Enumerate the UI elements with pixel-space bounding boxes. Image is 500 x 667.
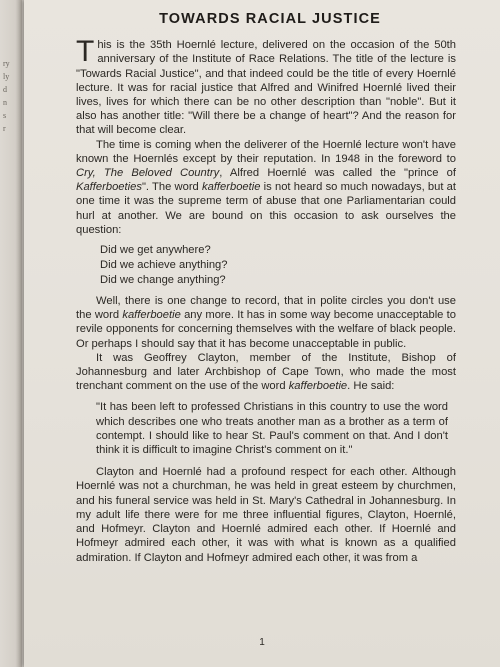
margin-fragment: r	[3, 124, 6, 133]
text-span: . He said:	[347, 380, 395, 393]
margin-fragment: s	[3, 111, 7, 120]
paragraph-intro: This is the 35th Hoernlé lecture, delivered on the occasion of the 50th anniversary of the Institute of Race Relations. The title of the lecture is "Towards Racial Justice", and that indeed could be the title of every Hoernlé lecture. It was for racial justice that Alfred and Winifred Hoernlé lived their lives, lives for which there can be no other description than "noble". But it also has another title: "Will there be a change of heart"? And the reason for that will become clear.	[76, 35, 456, 137]
page-content	[76, 12, 456, 565]
text-span: The time is coming when the deliverer of the Hoernlé lecture won't have known the Hoernlés except by their reputation. In 1948 in the foreword to	[76, 138, 456, 165]
text-span: is not heard so much nowadays, but at one time it was the supreme term of abuse that one Parliamentarian could hurl at another. We are bound on this occasion to ask ourselves the question:	[76, 181, 456, 236]
question-item: Did we achieve anything?	[100, 259, 228, 272]
paragraph-reputation	[76, 138, 456, 237]
margin-fragment: ry	[3, 59, 10, 68]
margin-fragment: ly	[3, 72, 10, 81]
paragraph-change	[76, 294, 456, 351]
book-page	[24, 0, 500, 667]
margin-fragment: d	[3, 85, 7, 94]
page-number: 1	[259, 637, 265, 648]
paragraph-clayton	[76, 351, 456, 394]
text-span: , Alfred Hoernlé was called the "prince of	[219, 167, 456, 180]
text-span: any more. It has in some way become unacceptable to revile opponents for concerning themselves with the welfare of black people. Or perhaps I should say that it has become unacceptable in public.	[76, 309, 456, 350]
text-span: It was Geoffrey Clayton, member of the Institute, Bishop of Johannesburg and later Archbishop of Cape Town, who made the most trenchant comment on the use of the word	[76, 351, 456, 393]
book-title: Cry, The Beloved Country	[76, 167, 220, 180]
italic-term: kafferboetie	[288, 380, 348, 393]
italic-term: kafferboetie	[202, 181, 261, 194]
italic-term: Kafferboeties	[76, 181, 142, 194]
text-span: ". The word	[141, 181, 202, 194]
page-title: TOWARDS RACIAL JUSTICE	[159, 11, 381, 27]
previous-page-edge	[0, 0, 22, 667]
margin-fragment: n	[3, 98, 7, 107]
italic-term: kafferboetie	[122, 309, 181, 322]
block-quote: "It has been left to professed Christians in this country to use the word which describes one who treats another man as a brother as a term of contempt. I should like to hear St. Paul's comment on that. And I don't think it is difficult to imagine Christ's comment on it."	[96, 401, 448, 457]
text-span: Well, there is one change to record, that in polite circles you don't use the word	[76, 295, 456, 322]
paragraph-respect: Clayton and Hoernlé had a profound respect for each other. Although Hoernlé was not a churchman, he was held in great esteem by churchmen, and his funeral service was held in St. Mary's Cathedral in Johannesburg. In my adult life there were for me three influential figures, Clayton, Hoernlé, and Hofmeyr. Clayton and Hoernlé admired each other. If Hoernlé and Hofmeyr admired each other, it was with what is known as a qualified admiration. If Clayton and Hofmeyr admired each other, it was from a	[76, 466, 456, 564]
question-item: Did we change anything?	[100, 274, 226, 287]
question-list	[100, 243, 456, 288]
question-item: Did we get anywhere?	[100, 244, 211, 257]
